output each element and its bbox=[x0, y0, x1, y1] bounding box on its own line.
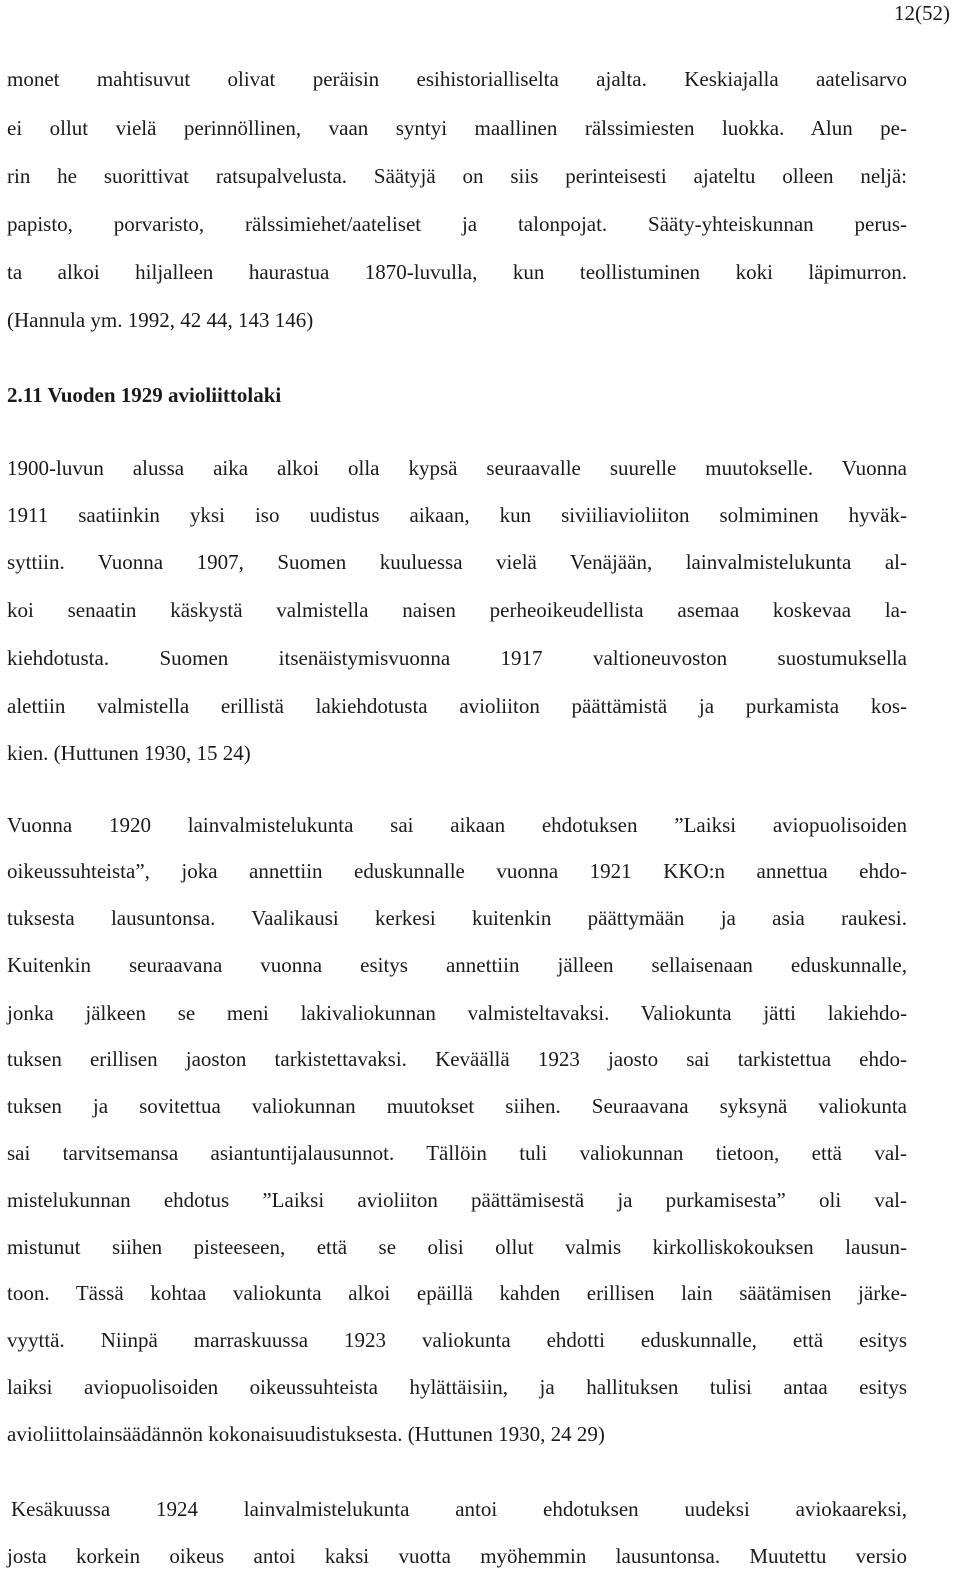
text-line: 1911 saatiinkin yksi iso uudistus aikaan, kun siviiliavioliiton solmiminen hyväk- bbox=[7, 503, 907, 527]
text-line: vyyttä. Niinpä marraskuussa 1923 valiokunta ehdotti eduskunnalle, että esitys bbox=[7, 1328, 907, 1352]
text-line: syttiin. Vuonna 1907, Suomen kuuluessa vielä Venäjään, lainvalmistelukunta al- bbox=[7, 550, 907, 574]
text-line: ei ollut vielä perinnöllinen, vaan syntyi maallinen rälssimiesten luokka. Alun pe- bbox=[7, 116, 907, 140]
text-line: 1900-luvun alussa aika alkoi olla kypsä seuraavalle suurelle muutokselle. Vuonna bbox=[7, 456, 907, 480]
text-line: laiksi aviopuolisoiden oikeussuhteista hylättäisiin, ja hallituksen tulisi antaa esitys bbox=[7, 1375, 907, 1399]
text-line: ta alkoi hiljalleen haurastua 1870-luvulla, kun teollistuminen koki läpimurron. bbox=[7, 260, 907, 284]
text-line: koi senaatin käskystä valmistella naisen perheoikeudellista asemaa koskevaa la- bbox=[7, 598, 907, 622]
text-line: tuksesta lausuntonsa. Vaalikausi kerkesi kuitenkin päättymään ja asia raukesi. bbox=[7, 906, 907, 930]
text-line: sai tarvitsemansa asiantuntijalausunnot. Tällöin tuli valiokunnan tietoon, että val- bbox=[7, 1141, 907, 1165]
section-heading: 2.11 Vuoden 1929 avioliittolaki bbox=[7, 383, 282, 407]
text-line: Kesäkuussa 1924 lainvalmistelukunta antoi ehdotuksen uudeksi aviokaareksi, bbox=[11, 1497, 907, 1521]
text-line: avioliittolainsäädännön kokonaisuudistuksesta. (Huttunen 1930, 24 29) bbox=[7, 1422, 605, 1446]
text-line: toon. Tässä kohtaa valiokunta alkoi epäillä kahden erillisen lain säätämisen järke- bbox=[7, 1281, 907, 1305]
text-line: tuksen erillisen jaoston tarkistettavaksi. Keväällä 1923 jaosto sai tarkistettua ehdo- bbox=[7, 1047, 907, 1071]
text-line: kien. (Huttunen 1930, 15 24) bbox=[7, 741, 251, 765]
text-line: tuksen ja sovitettua valiokunnan muutokset siihen. Seuraavana syksynä valiokunta bbox=[7, 1094, 907, 1118]
text-line: monet mahtisuvut olivat peräisin esihistorialliselta ajalta. Keskiajalla aatelisarvo bbox=[7, 67, 907, 91]
page-number: 12(52) bbox=[894, 1, 950, 25]
text-line: Vuonna 1920 lainvalmistelukunta sai aikaan ehdotuksen ”Laiksi aviopuolisoiden bbox=[7, 813, 907, 837]
text-line: jonka jälkeen se meni lakivaliokunnan valmisteltavaksi. Valiokunta jätti lakiehdo- bbox=[7, 1001, 907, 1025]
text-line: alettiin valmistella erillistä lakiehdotusta avioliiton päättämistä ja purkamista kos- bbox=[7, 694, 907, 718]
text-line: oikeussuhteista”, joka annettiin eduskunnalle vuonna 1921 KKO:n annettua ehdo- bbox=[7, 859, 907, 883]
text-line: mistunut siihen pisteeseen, että se olisi ollut valmis kirkolliskokouksen lausun- bbox=[7, 1235, 907, 1259]
text-line: mistelukunnan ehdotus ”Laiksi avioliiton päättämisestä ja purkamisesta” oli val- bbox=[7, 1188, 907, 1212]
text-line: (Hannula ym. 1992, 42 44, 143 146) bbox=[7, 308, 314, 332]
text-line: rin he suorittivat ratsupalvelusta. Säätyjä on siis perinteisesti ajateltu olleen neljä: bbox=[7, 164, 907, 188]
text-line: kiehdotusta. Suomen itsenäistymisvuonna 1917 valtioneuvoston suostumuksella bbox=[7, 646, 907, 670]
text-line: josta korkein oikeus antoi kaksi vuotta myöhemmin lausuntonsa. Muutettu versio bbox=[7, 1544, 907, 1568]
text-line: papisto, porvaristo, rälssimiehet/aateliset ja talonpojat. Sääty-yhteiskunnan perus- bbox=[7, 212, 907, 236]
text-line: Kuitenkin seuraavana vuonna esitys annettiin jälleen sellaisenaan eduskunnalle, bbox=[7, 953, 907, 977]
